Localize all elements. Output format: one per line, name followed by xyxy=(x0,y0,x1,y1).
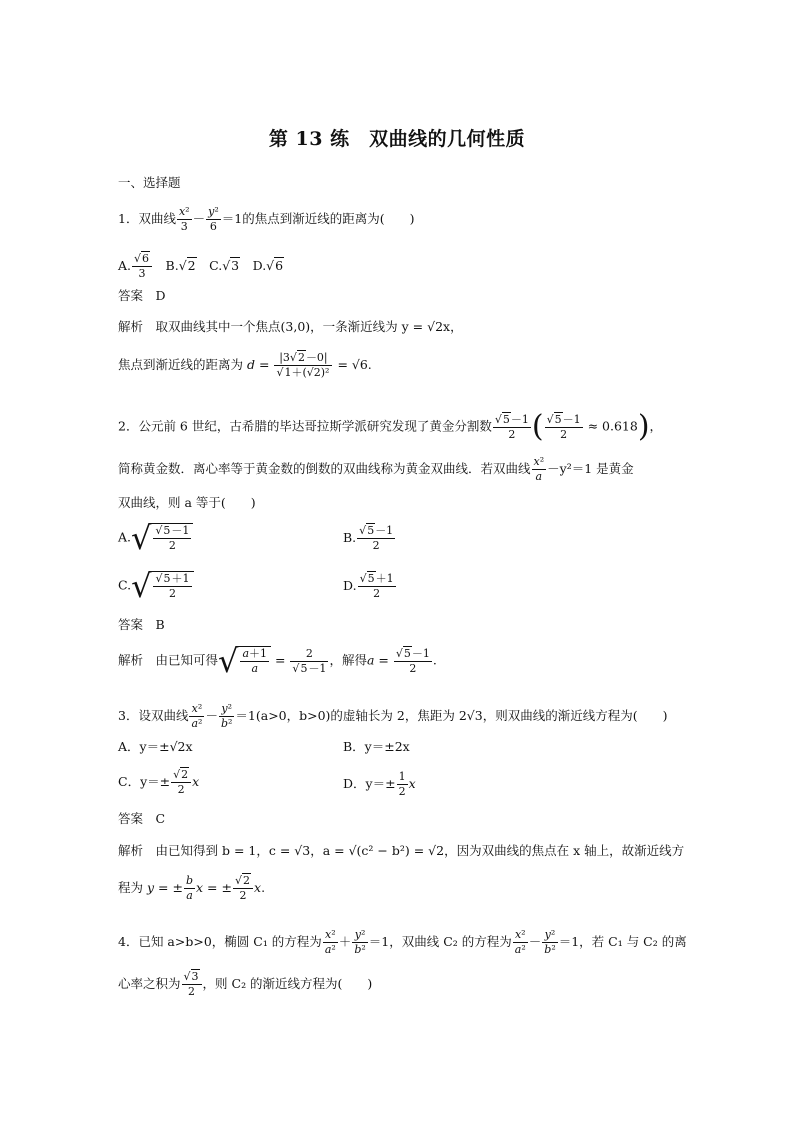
question-4-line-1: 4．已知 a>b>0，椭圆 C₁ 的方程为 $\frac{\text{x²}}{\text{a²}}$ ＋ $\frac{\text{y²}}{\text{b²}}$ ＝1，双曲线 C₂ 的方程为 $\frac{\text{x²}}{\text{a²}}$ － $\frac{\text{y²}}{\text{b²}}$ ＝1，若 C₁ 与 C₂ 的离 xyxy=(118,928,687,956)
section-heading: 一、选择题 xyxy=(118,175,181,190)
question-2-option-b: B. $\frac{√5-1}{2}$ xyxy=(343,524,394,552)
question-3-option-c: C．y＝± $\frac{√2}{2}$ x xyxy=(118,768,200,796)
question-1-solution-line-1: 解析 取双曲线其中一个焦点(3,0)，一条渐近线为 y = √2x， xyxy=(118,319,463,334)
question-3-option-d: D．y＝± $\frac{1}{2}$ x xyxy=(343,770,416,798)
question-2-line-1: 2．公元前 6 世纪，古希腊的毕达哥拉斯学派研究发现了黄金分割数 $\frac{√5-1}{2}$ ( $\frac{√5-1}{2}$ ≈ 0.618)， xyxy=(118,409,663,444)
question-2-option-a: A.√ $\frac{√5-1}{2}$ xyxy=(118,522,193,554)
answer-value: C xyxy=(155,811,166,826)
fraction: $\frac{\text{y²}}{6}$ xyxy=(208,205,219,233)
answer-value: B xyxy=(155,617,165,632)
answer-value: D xyxy=(155,288,166,303)
question-3: 3．设双曲线 $\frac{\text{x²}}{\text{a²}}$ － $\frac{\text{y²}}{\text{b²}}$ ＝1(a>0，b>0)的虚轴长为 2，焦距为 2√3，则双曲线的渐近线方程为( ) xyxy=(118,702,668,730)
question-3-solution-line-1: 解析 由已知得到 b = 1，c = √3，a = √(c² − b²) = √2，因为双曲线的焦点在 x 轴上，故渐近线方 xyxy=(118,843,685,858)
question-2-answer: 答案 B xyxy=(118,617,165,632)
question-3-answer: 答案 C xyxy=(118,811,166,826)
question-2-line-2: 简称黄金数．离心率等于黄金数的倒数的双曲线称为黄金双曲线．若双曲线 $\frac{\text{x²}}{a}$ －y²＝1 是黄金 xyxy=(118,455,634,483)
question-2-option-c: C.√ $\frac{√5+1}{2}$ xyxy=(118,570,194,602)
question-2-solution: 解析 由已知可得√ $\frac{a+1}{a}$ = $\frac{2}{√5-1}$ ，解得a = $\frac{√5-1}{2}$ . xyxy=(118,642,437,680)
question-1: 1．双曲线 $\frac{\text{x²}}{3}$ － $\frac{\text{y²}}{6}$ ＝1的焦点到渐近线的距离为( ) xyxy=(118,205,415,233)
fraction: $\frac{\text{x²}}{3}$ xyxy=(178,205,190,233)
question-1-solution-line-2: 焦点到渐近线的距离为 d = $\frac{|3√2-0|}{\text{√1＋(√2)²}}$ = √6. xyxy=(118,351,372,379)
question-1-options: A. $\frac{√6}{3}$ B.√2 C.√3 D.√6 xyxy=(118,252,284,280)
question-2-line-3: 双曲线，则 a 等于( ) xyxy=(118,495,256,510)
question-3-option-b: B．y＝±2x xyxy=(343,739,410,754)
question-3-solution-line-2: 程为 y = ± $\frac{b}{a}$ x = ± $\frac{√2}{2}$ x. xyxy=(118,874,266,902)
question-1-answer: 答案 D xyxy=(118,288,166,303)
page-title: 第 13 练 双曲线的几何性质 xyxy=(268,128,526,150)
question-2-option-d: D. $\frac{√5+1}{2}$ xyxy=(343,572,394,600)
question-4-line-2: 心率之积为 $\frac{√3}{2}$ ，则 C₂ 的渐近线方程为( ) xyxy=(118,970,373,998)
question-3-option-a: A．y＝±√2x xyxy=(118,739,193,754)
